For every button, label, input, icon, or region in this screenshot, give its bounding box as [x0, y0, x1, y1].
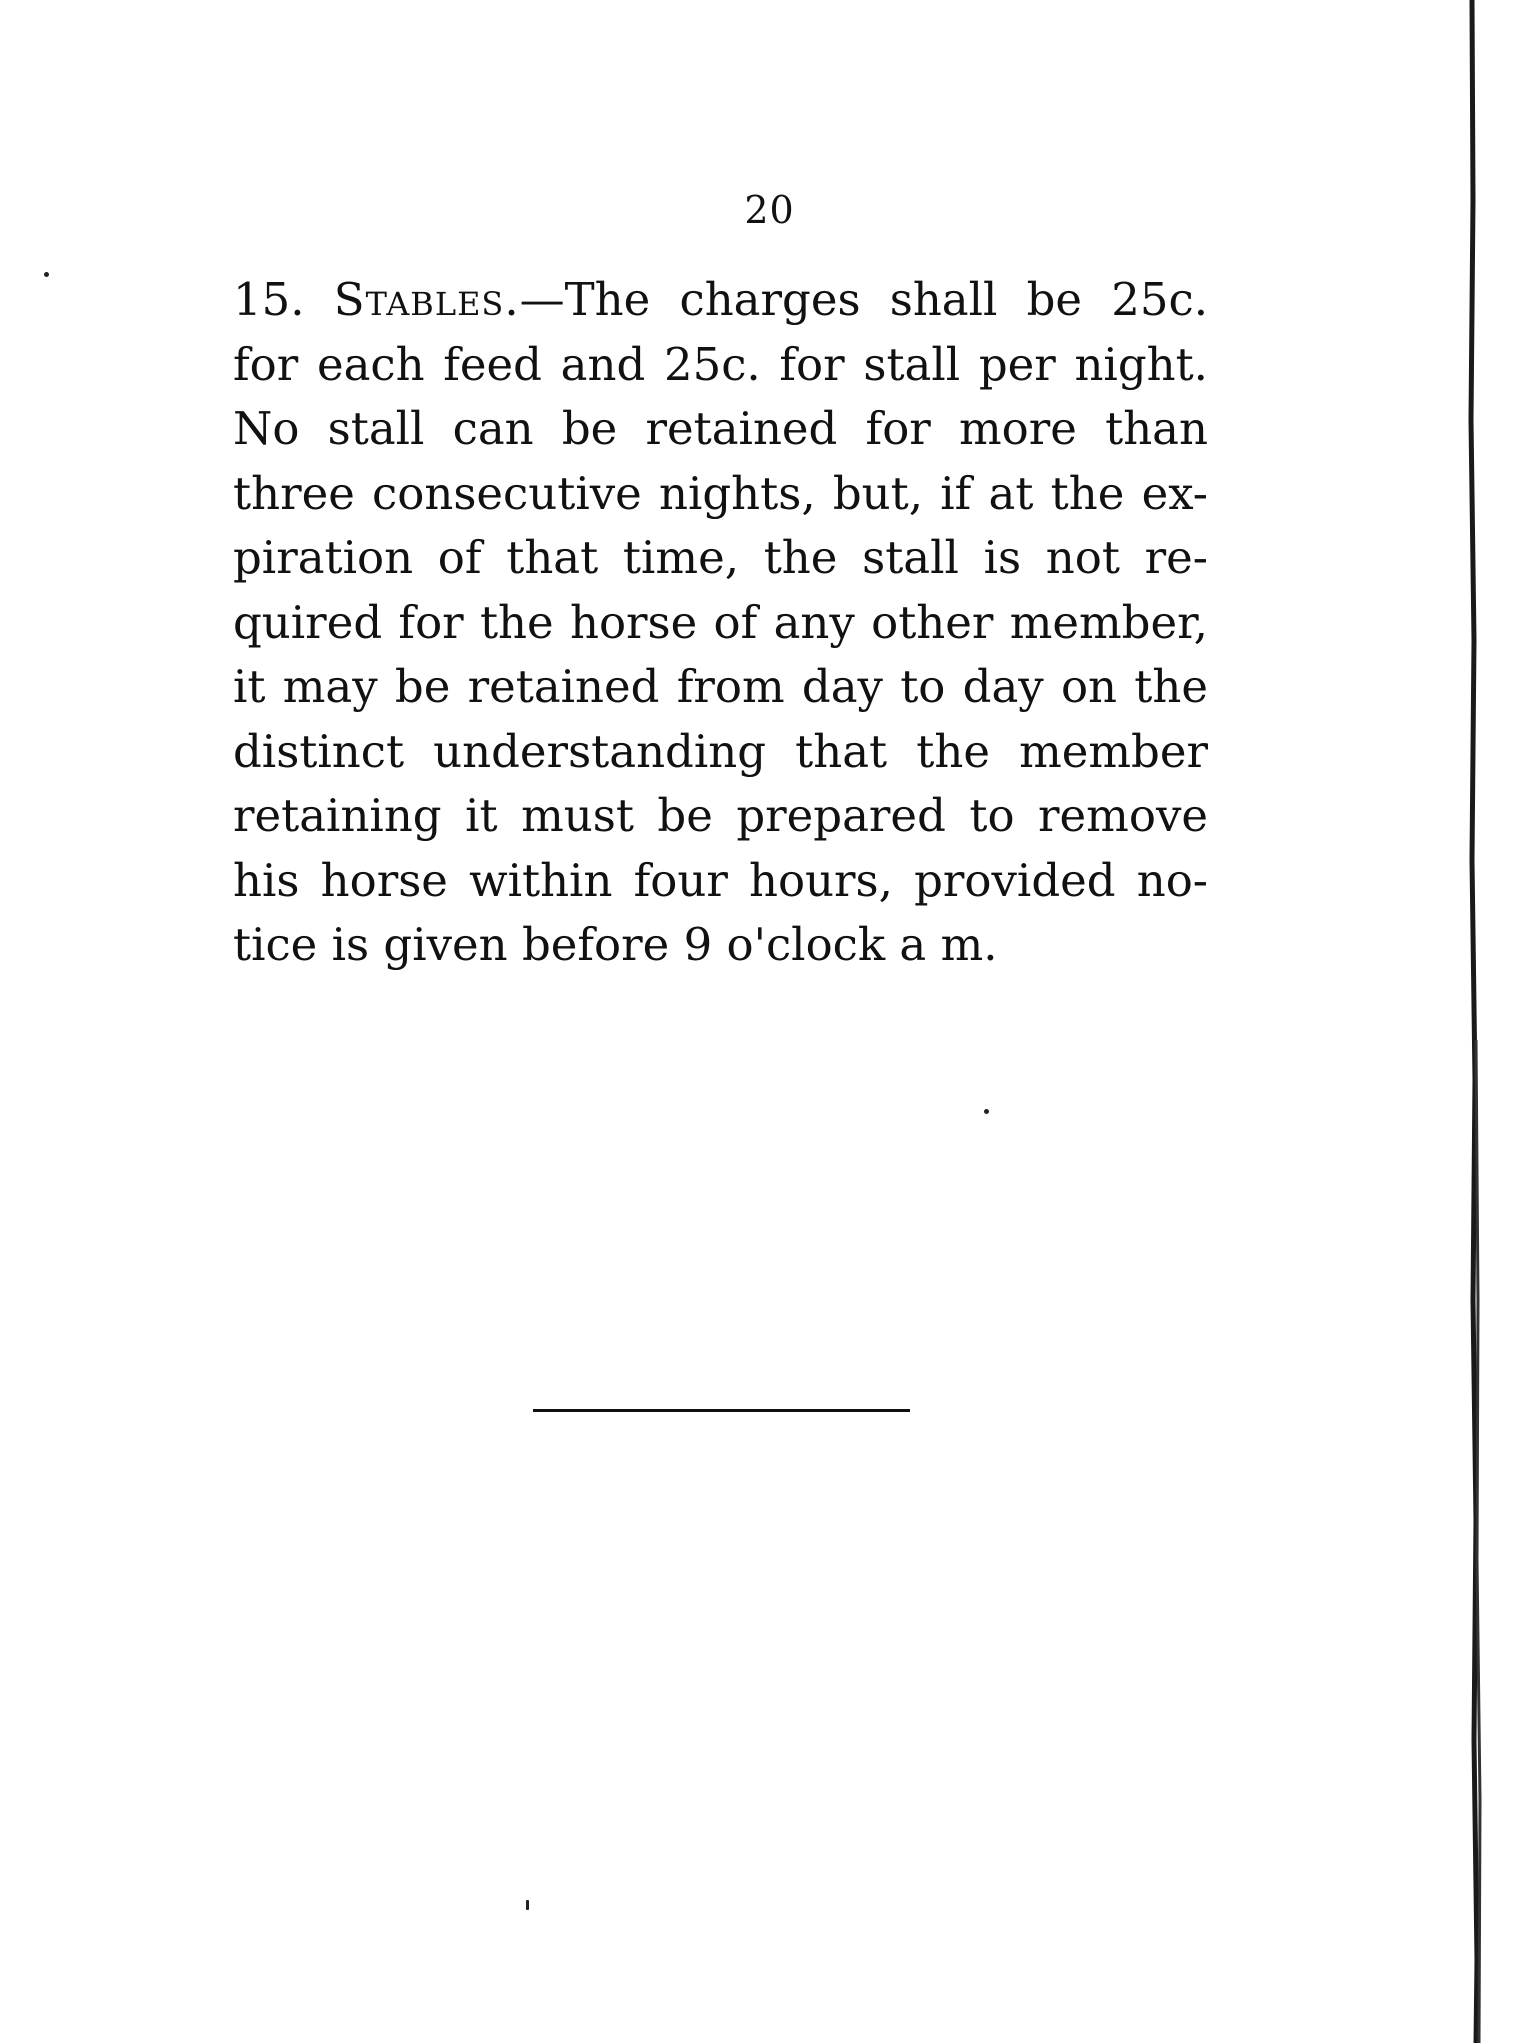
paragraph-line-4: three consecutive nights, but, if at the ex-: [233, 466, 1208, 520]
page-edge-shadow: [1450, 0, 1495, 2043]
paragraph-line-2: for each feed and 25c. for stall per night.: [233, 337, 1208, 391]
paragraph-line-1: [233, 268, 1208, 333]
paragraph-line-5: piration of that time, the stall is not re-: [233, 531, 1208, 584]
page-number: 20: [744, 188, 795, 232]
paragraph-line-10: his horse within four hours, provided no-: [233, 853, 1208, 907]
scan-speck: [526, 1900, 529, 1910]
paragraph-number: 15.: [233, 273, 305, 326]
paragraph-line-7: it may be retained from day to day on the: [233, 660, 1208, 713]
paragraph-line-6: quired for the horse of any other member,: [233, 595, 1208, 649]
paragraph-line-9: retaining it must be prepared to remove: [233, 789, 1208, 842]
scan-speck: [44, 272, 49, 277]
paragraph-line-8: distinct understanding that the member: [233, 724, 1208, 778]
paragraph-line-text: —The charges shall be 25c.: [519, 273, 1209, 326]
paragraph-heading: Stables.: [333, 273, 520, 326]
paragraph-stables: [233, 268, 1208, 978]
scan-speck: [984, 1109, 989, 1114]
paragraph-line-11: tice is given before 9 o'clock a m.: [233, 918, 998, 971]
paragraph-line-3: No stall can be retained for more than: [233, 402, 1208, 455]
section-divider-rule: [533, 1409, 910, 1412]
